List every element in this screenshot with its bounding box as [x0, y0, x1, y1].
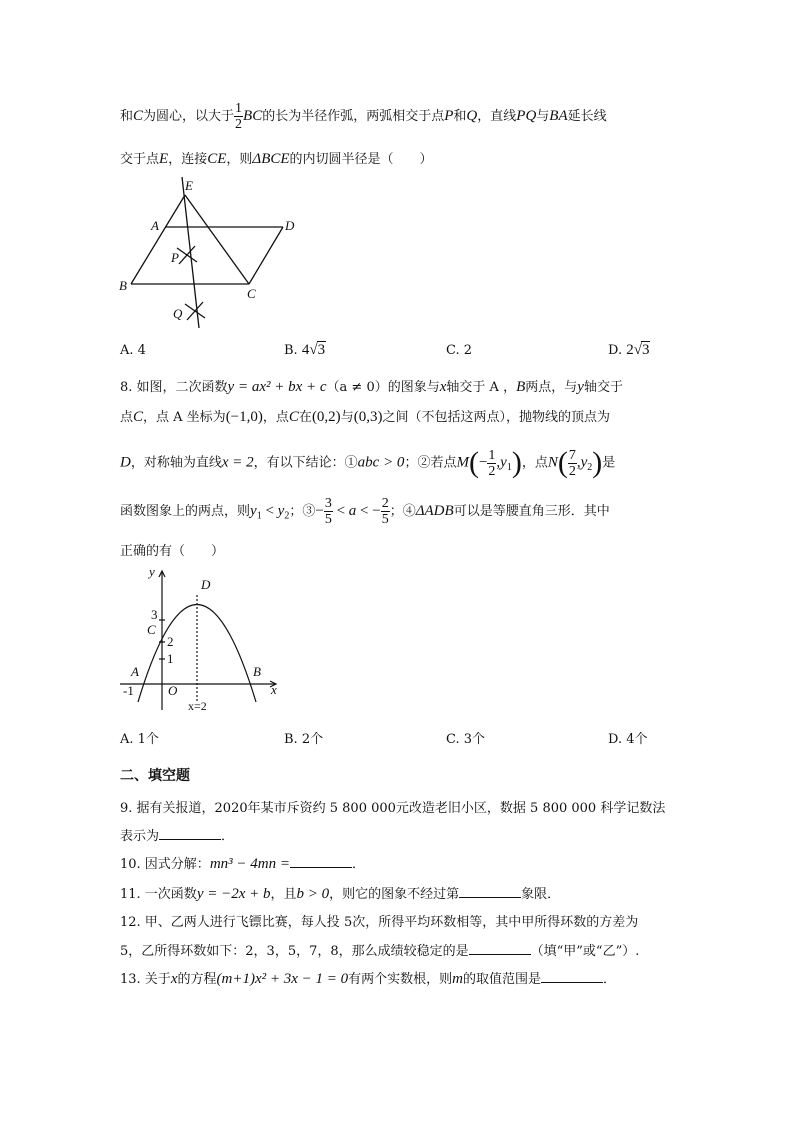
label-2: 2 [167, 634, 174, 649]
label-x: x [271, 682, 277, 697]
q7-option-d[interactable]: D. 2√3 [608, 342, 650, 358]
fraction-n-x: $\frac{7}{2}$ [568, 447, 576, 479]
q11-answer-blank[interactable] [459, 885, 521, 898]
q8-parabola-figure [115, 562, 285, 712]
fraction-m-x: $\frac{1}{2}$ [488, 447, 496, 479]
line-ba-extended [131, 195, 185, 284]
arc-mark-p [177, 246, 197, 264]
label-a: A [151, 218, 159, 233]
label-1: 1 [167, 651, 174, 666]
q8-option-c[interactable]: C. 3个 [446, 732, 486, 747]
q8-line-1: 8. 如图，二次函数y = ax² + bx + c（a ≠ 0）的图象与x轴交于 A ，B两点，与y轴交于 [120, 379, 623, 395]
label-d: D [285, 218, 295, 233]
q13-answer-blank[interactable] [541, 970, 603, 983]
q8-option-b[interactable]: B. 2个 [284, 732, 324, 747]
q7-line-2: 交于点E，连接CE，则ΔBCE的内切圆半径是（ ） [120, 151, 433, 167]
q8-line-2: 点C，点 A 坐标为(−1,0)，点C在(0,2)与(0,3)之间（不包括这两点），抛物线的顶点为 [120, 409, 610, 425]
label-e: E [185, 178, 193, 193]
q7-option-a[interactable]: A. 4 [120, 343, 146, 358]
q13-line: 13. 关于x的方程(m+1)x² + 3x − 1 = 0有两个实数根，则m的取值范围是 ． [120, 971, 617, 987]
label-p: P [171, 250, 179, 265]
q12-line-1: 12. 甲、乙两人进行飞镖比赛，每人投 5次，所得平均环数相等，其中甲所得环数的方差为 [120, 915, 639, 930]
line-dc [249, 227, 283, 284]
q8-line-3: D，对称轴为直线x = 2，有以下结论：①abc > 0；②若点M(− $\frac{1}{2}$ $,y_1$)，点N( $\frac{7}{2}$ $,y_2$)是 [120, 446, 616, 479]
q7-option-c[interactable]: C. 2 [446, 343, 473, 358]
q8-option-d[interactable]: D. 4个 [608, 732, 648, 747]
q10-answer-blank[interactable] [290, 855, 352, 868]
fraction-one-half: $\frac{1}{2}$ [235, 101, 243, 132]
q8-option-a[interactable]: A. 1个 [120, 732, 159, 747]
q9-line-1: 9. 据有关报道，2020年某市斥资约 5 800 000元改造老旧小区，数据 5 800 000 科学记数法 [120, 801, 666, 816]
label-b: B [253, 664, 261, 679]
q8-line-4: 函数图象上的两点，则$y_1 < y_2$；③− $\frac{3}{5}$ < a < − $\frac{2}{5}$ ；④ΔADB可以是等腰直角三形．其中 [120, 496, 610, 527]
q12-answer-blank[interactable] [469, 942, 531, 955]
fraction-three-fifths: $\frac{3}{5}$ [324, 496, 332, 527]
q9-line-2: 表示为 ． [120, 829, 235, 844]
label-axis-x2: x=2 [188, 699, 207, 712]
fraction-two-fifths: $\frac{2}{5}$ [381, 496, 389, 527]
label-a: A [131, 664, 139, 679]
label-o: O [168, 683, 178, 698]
q10-line: 10. 因式分解：mn³ − 4mn = ． [120, 856, 365, 872]
label-c: C [247, 286, 256, 301]
label-c: C [147, 622, 156, 637]
section-fill-in-blank-title: 二、填空题 [120, 768, 190, 784]
q7-line-1: 和C为圆心，以大于 $\frac{1}{2}$ BC的长为半径作弧，两弧相交于点P和Q，直线PQ与BA延长线 [120, 101, 607, 132]
q7-parallelogram-figure [115, 172, 315, 332]
label-3: 3 [151, 607, 158, 622]
q8-line-5: 正确的有（ ） [120, 544, 225, 559]
q9-answer-blank[interactable] [159, 827, 221, 840]
label-neg1: -1 [123, 683, 134, 698]
label-q: Q [173, 306, 183, 321]
line-ec [185, 195, 249, 284]
label-b: B [119, 278, 127, 293]
label-d: D [201, 577, 211, 592]
q11-line: 11. 一次函数y = −2x + b，且b > 0，则它的图象不经过第 象限． [120, 886, 561, 902]
q7-option-b[interactable]: B. 4√3 [284, 342, 326, 358]
arc-mark-q [185, 302, 205, 320]
label-y: y [149, 564, 155, 579]
q12-line-2: 5，乙所得环数如下：2，3，5，7，8，那么成绩较稳定的是 （填“甲”或“乙”）. [120, 944, 640, 959]
